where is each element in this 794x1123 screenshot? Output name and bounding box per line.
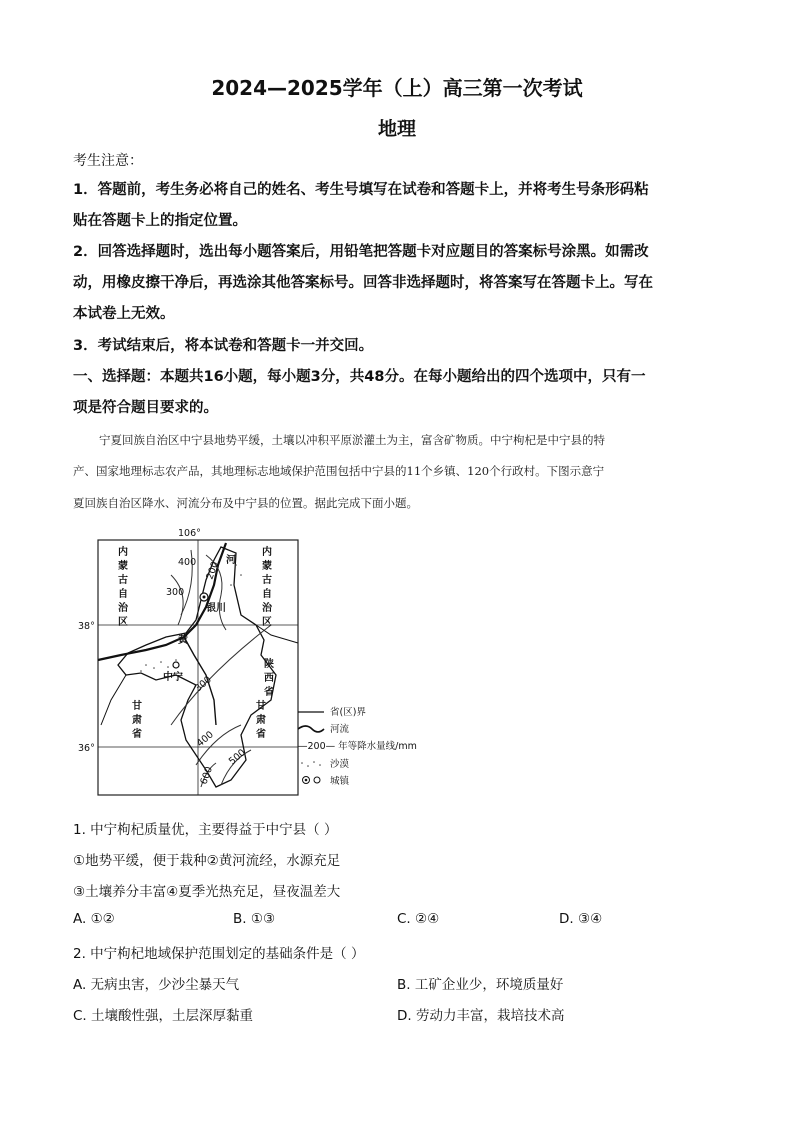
svg-text:自: 自	[118, 589, 128, 600]
svg-text:内: 内	[262, 547, 272, 558]
shaanxi-label	[264, 657, 274, 698]
question-1-statement-2: ③土壤养分丰富④夏季光热充足，昼夜温差大	[73, 884, 341, 900]
material-line-2: 产、国家地理标志农产品，其地理标志地域保护范围包括中宁县的11个乡镇、120个行政村。下图示意宁	[73, 464, 605, 478]
map-legend	[298, 706, 417, 787]
svg-text:治: 治	[118, 603, 128, 614]
svg-text:内: 内	[118, 547, 128, 558]
material-line-1: 宁夏回族自治区中宁县地势平缓，土壤以冲积平原淤灌土为主，富含矿物质。中宁枸杞是中宁县的特	[99, 433, 605, 447]
svg-text:区: 区	[118, 617, 128, 628]
isohyet-300-top	[171, 575, 183, 625]
question-2-option-a[interactable]: A. 无病虫害，少沙尘暴天气	[73, 977, 240, 993]
legend-town: 城镇	[330, 776, 350, 787]
zhongning-label: 中宁	[163, 672, 183, 683]
lat-36-label: 36°	[78, 743, 95, 754]
iso-200-label: 200	[204, 560, 222, 582]
legend-desert: 沙漠	[330, 759, 350, 770]
notice-item-1-line-1: 1．答题前，考生务必将自己的姓名、考生号填写在试卷和答题卡上，并将考生号条形码粘	[73, 182, 649, 198]
lat-38-label: 38°	[78, 621, 95, 632]
svg-text:甘: 甘	[256, 701, 266, 712]
yinchuan-label: 银川	[206, 603, 226, 614]
question-1-option-d[interactable]: D. ③④	[559, 911, 603, 927]
svg-text:区: 区	[262, 617, 272, 628]
svg-text:蒙: 蒙	[118, 561, 128, 572]
section-heading-line-2: 项是符合题目要求的。	[73, 400, 218, 416]
svg-text:古: 古	[118, 575, 128, 586]
iso-400-bottom-label: 400	[194, 729, 216, 750]
iso-300-mid-label: 300	[192, 674, 214, 695]
exam-title: 2024—2025学年（上）高三第一次考试	[211, 76, 583, 100]
question-2-option-b[interactable]: B. 工矿企业少，环境质量好	[397, 977, 564, 993]
svg-text:省: 省	[256, 729, 266, 740]
svg-text:蒙: 蒙	[262, 561, 272, 572]
notice-heading: 考生注意：	[73, 153, 143, 169]
svg-text:西: 西	[264, 673, 274, 684]
svg-text:陕: 陕	[264, 659, 274, 670]
legend-boundary: 省(区)界	[330, 707, 366, 718]
svg-text:肃: 肃	[256, 715, 266, 726]
legend-isohyet: —200— 年等降水量线/mm	[298, 741, 417, 752]
legend-river: 河流	[330, 724, 350, 735]
svg-text:肃: 肃	[132, 715, 142, 726]
inner-mongolia-left-label	[118, 545, 129, 628]
inner-mongolia-right-label	[262, 545, 273, 628]
iso-400-top-label: 400	[178, 557, 197, 568]
question-1-option-a[interactable]: A. ①②	[73, 911, 115, 927]
svg-text:自: 自	[262, 589, 272, 600]
svg-text:省: 省	[132, 729, 142, 740]
iso-600-label: 600	[198, 765, 216, 787]
question-2-option-c[interactable]: C. 土壤酸性强，土层深厚黏重	[73, 1008, 254, 1024]
lon-106-label: 106°	[178, 528, 201, 539]
notice-item-2-line-3: 本试卷上无效。	[73, 306, 175, 322]
svg-text:甘: 甘	[132, 701, 142, 712]
notice-item-2-line-1: 2．回答选择题时，选出每小题答案后，用铅笔把答题卡对应题目的答案标号涂黑。如需改	[73, 244, 649, 260]
ningxia-boundary	[118, 547, 276, 787]
subject-title: 地理	[377, 118, 416, 140]
zhongning-marker	[173, 662, 179, 668]
river-label-huang: 黄	[178, 635, 188, 646]
question-2-stem: 2. 中宁枸杞地域保护范围划定的基础条件是（ ）	[73, 946, 365, 962]
iso-500-label: 500	[226, 747, 248, 768]
section-heading-line-1: 一、选择题：本题共16小题，每小题3分，共48分。在每小题给出的四个选项中，只有一	[73, 369, 646, 385]
river-label-he: 河	[226, 555, 236, 566]
iso-300-top-label: 300	[166, 587, 185, 598]
svg-text:省: 省	[264, 687, 274, 698]
notice-item-2-line-2: 动，用橡皮擦干净后，再选涂其他答案标号。回答非选择题时，将答案写在答题卡上。写在	[73, 275, 653, 291]
question-1-option-c[interactable]: C. ②④	[397, 911, 440, 927]
gansu-right-label	[256, 699, 266, 740]
svg-text:治: 治	[262, 603, 272, 614]
material-line-3: 夏回族自治区降水、河流分布及中宁县的位置。据此完成下面小题。	[73, 496, 418, 510]
svg-text:古: 古	[262, 575, 272, 586]
question-1-stem: 1. 中宁枸杞质量优，主要得益于中宁县（ ）	[73, 822, 338, 838]
gansu-boundary	[101, 675, 126, 725]
notice-item-1-line-2: 贴在答题卡上的指定位置。	[73, 213, 247, 229]
question-1-statement-1: ①地势平缓，便于栽种②黄河流经，水源充足	[73, 853, 341, 869]
gansu-left-label	[132, 699, 142, 740]
question-2-option-d[interactable]: D. 劳动力丰富，栽培技术高	[397, 1008, 565, 1024]
notice-item-3: 3．考试结束后，将本试卷和答题卡一并交回。	[73, 338, 374, 354]
question-1-option-b[interactable]: B. ①③	[233, 911, 276, 927]
ningxia-map	[66, 525, 456, 805]
